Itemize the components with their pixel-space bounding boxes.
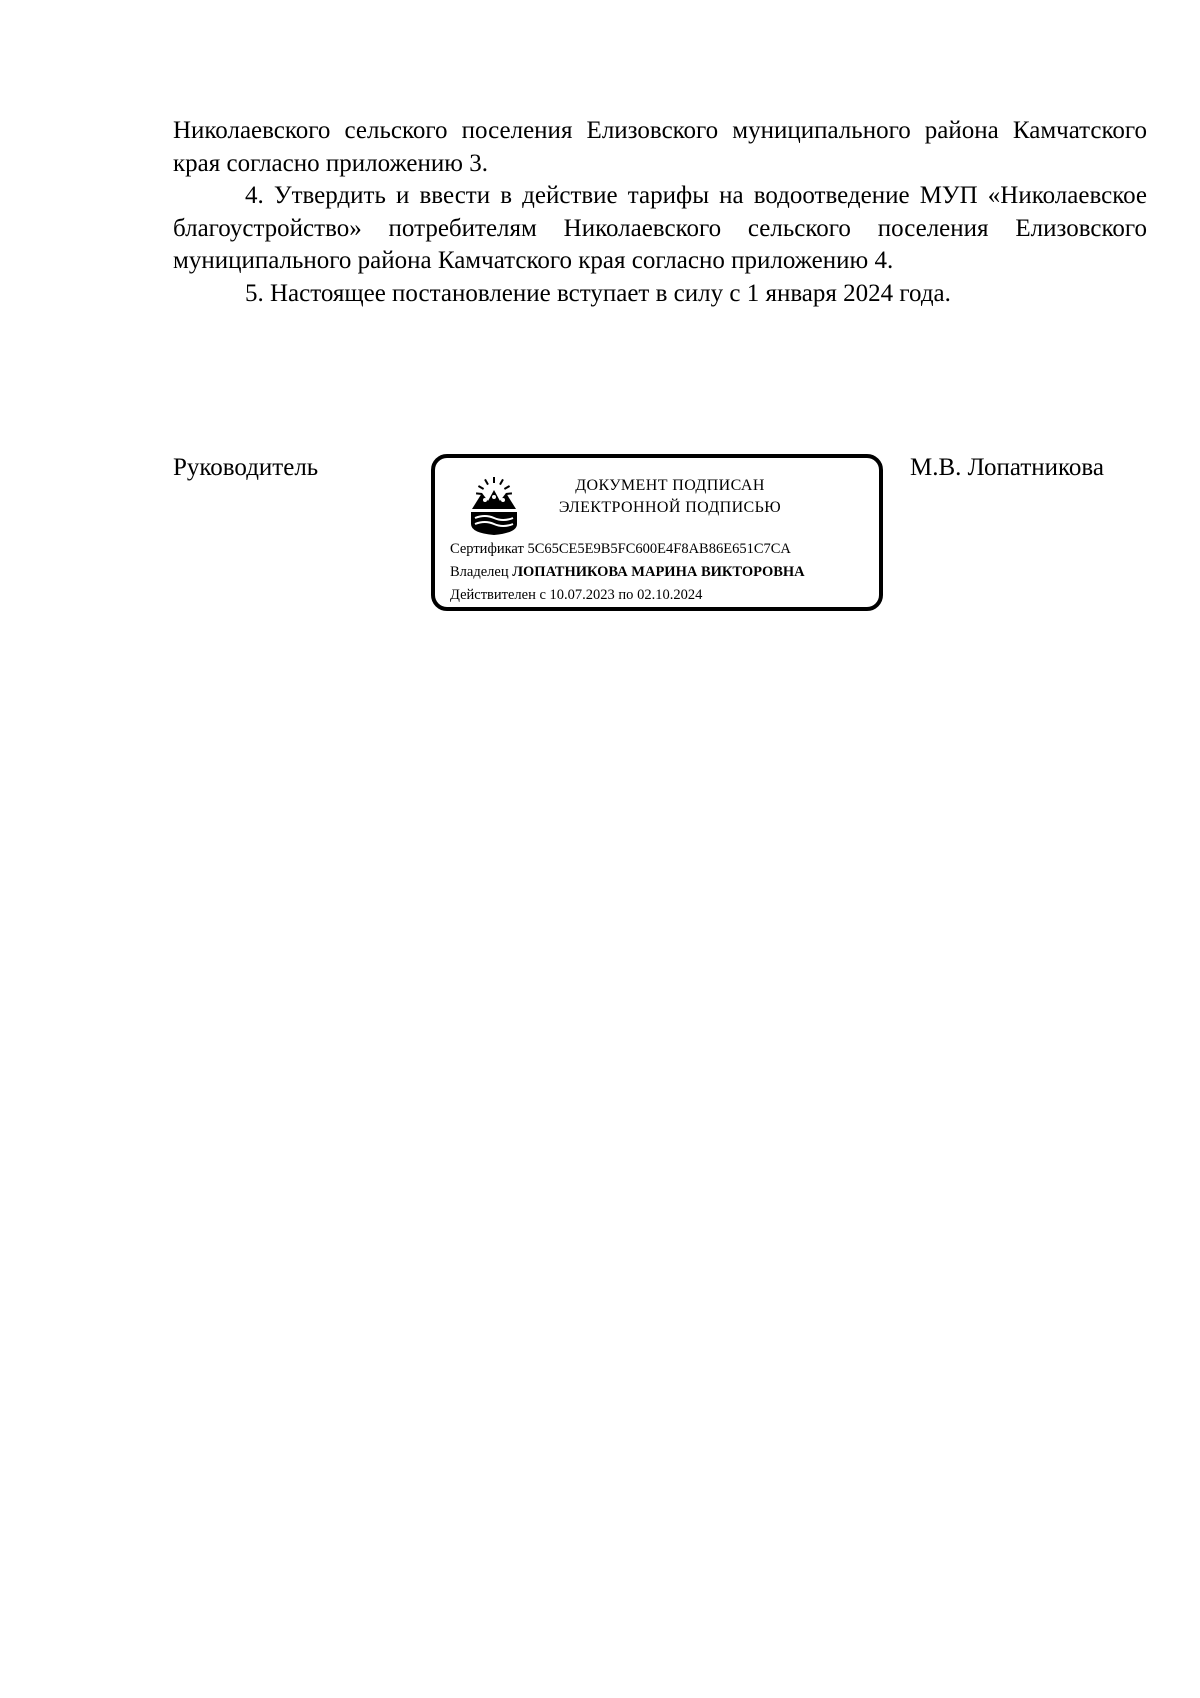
coat-of-arms-icon [469,477,519,535]
document-body [173,115,1147,311]
stamp-heading-line-1: ДОКУМЕНТ ПОДПИСАН [575,477,765,494]
paragraph-2: 4. Утвердить и ввести в действие тарифы на водоотведение МУП «Николаевское благоустройство» потребителям Николаевского сельского поселения Елизовского муниципального района Камчатского края согласно приложению 4. [173,182,1147,275]
valid-label: Действителен [450,587,536,603]
stamp-heading-line-2: ЭЛЕКТРОННОЙ ПОДПИСЬЮ [558,499,782,516]
signatory-title: Руководитель [173,454,319,481]
signatory-name: М.В. Лопатникова [910,454,1104,481]
valid-to-date: 02.10.2024 [637,587,703,603]
certificate-value: 5C65CE5E9B5FC600E4F8AB86E651C7CA [527,541,791,557]
stamp-details [450,538,880,607]
valid-from-date: 10.07.2023 [549,587,615,603]
validity-row [450,584,880,607]
paragraph-3: 5. Настоящее постановление вступает в силу с 1 января 2024 года. [245,279,951,307]
certificate-label: Сертификат [450,541,524,557]
certificate-row [450,538,880,561]
valid-to-label: по [618,587,634,603]
owner-row [450,561,880,584]
owner-value: ЛОПАТНИКОВА МАРИНА ВИКТОРОВНА [512,564,805,580]
stamp-heading [545,475,795,519]
valid-from-label: с [539,587,546,603]
paragraph-1: Николаевского сельского поселения Елизовского муниципального района Камчатского края согласно приложению 3. [173,117,1147,177]
electronic-signature-stamp [431,454,883,611]
owner-label: Владелец [450,564,509,580]
